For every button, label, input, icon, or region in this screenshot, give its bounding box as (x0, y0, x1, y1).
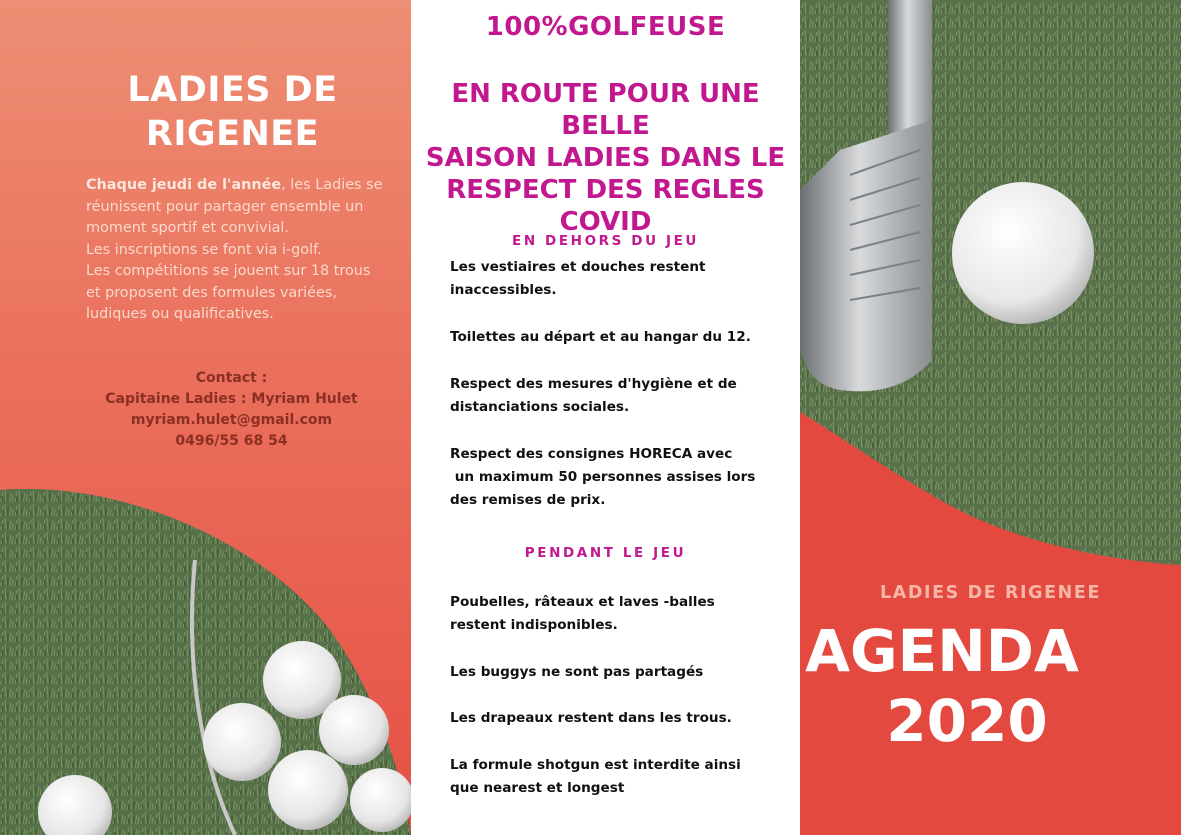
rule-line: distanciations sociales. (450, 399, 630, 415)
top-title: 100%GOLFEUSE (485, 12, 726, 42)
headline-line: SAISON LADIES DANS LE (425, 143, 786, 173)
golf-ball (319, 695, 389, 765)
contact-label: Contact : (195, 370, 268, 386)
section-heading-during-play: PENDANT LE JEU (524, 545, 687, 561)
contact-captain: Capitaine Ladies : Myriam Hulet (105, 391, 358, 407)
headline-line: RESPECT DES REGLES (446, 175, 765, 205)
rule-line: inaccessibles. (450, 282, 557, 298)
rule-line: Respect des consignes HORECA avec (450, 446, 733, 462)
rule-item (450, 373, 790, 419)
golf-ball (350, 768, 411, 832)
rule-line: restent indisponibles. (450, 617, 618, 633)
rule-line: des remises de prix. (450, 492, 606, 508)
agenda-title (800, 616, 1084, 756)
section-heading-outside-play: EN DEHORS DU JEU (512, 233, 699, 249)
right-panel (800, 0, 1181, 835)
contact-block (80, 368, 383, 452)
rule-line: Respect des mesures d'hygiène et de (450, 376, 737, 392)
headline-line: EN ROUTE POUR UNE BELLE (451, 79, 760, 141)
intro-line3: Les compétitions se jouent sur 18 trous et proposent des formules variées, ludiques ou qualificatives. (86, 263, 371, 322)
left-title-line2: RIGENEE (145, 114, 320, 154)
middle-panel (411, 0, 800, 835)
agenda-year: 2020 (886, 687, 1048, 755)
rule-item (450, 256, 790, 302)
contact-email[interactable]: myriam.hulet@gmail.com (130, 412, 333, 428)
rule-item (450, 661, 790, 684)
rule-item (450, 707, 790, 730)
intro-rest: , les Ladies se réunissent pour partager ensemble un moment sportif et convivial. (86, 177, 383, 236)
rule-line: Les buggys ne sont pas partagés (450, 664, 704, 680)
left-panel (0, 0, 411, 835)
golf-balls-image (0, 460, 411, 835)
golf-ball (952, 182, 1094, 324)
intro-bold: Chaque jeudi de l'année (86, 177, 282, 193)
golf-ball (203, 703, 281, 781)
intro-paragraph (86, 175, 386, 326)
rule-item (450, 326, 790, 349)
rule-line: La formule shotgun est interdite ainsi (450, 757, 741, 773)
rule-line: Toilettes au départ et au hangar du 12. (450, 329, 751, 345)
brand-subtitle: LADIES DE RIGENEE (879, 583, 1102, 603)
rule-item (450, 754, 790, 800)
intro-line2: Les inscriptions se font via i-golf. (86, 241, 322, 258)
rule-line: Les vestiaires et douches restent (450, 259, 706, 275)
left-title (0, 68, 411, 156)
rule-line: Poubelles, râteaux et laves -balles (450, 594, 715, 610)
rule-line: Les drapeaux restent dans les trous. (450, 710, 732, 726)
headline (423, 78, 788, 238)
rule-line: que nearest et longest (450, 780, 625, 796)
rule-item (450, 591, 790, 637)
rule-item (450, 443, 790, 512)
golf-ball (268, 750, 348, 830)
rule-line: un maximum 50 personnes assises lors (450, 469, 756, 485)
headline-line: COVID (559, 207, 652, 237)
contact-phone[interactable]: 0496/55 68 54 (175, 433, 288, 449)
left-title-line1: LADIES DE (127, 70, 338, 110)
agenda-word: AGENDA (805, 617, 1079, 685)
